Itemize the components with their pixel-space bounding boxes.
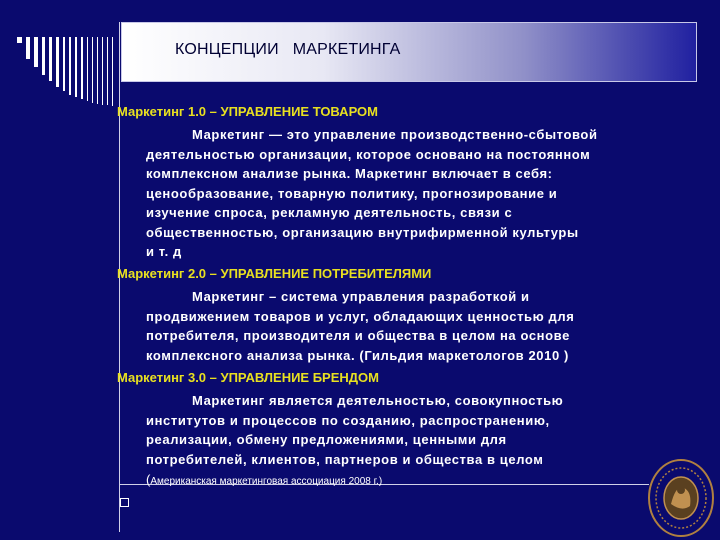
text-line: Маркетинг — это управление производственно-сбытовой bbox=[192, 127, 598, 142]
source-note-text: Американская маркетинговая ассоциация 2008 г.) bbox=[150, 476, 383, 487]
text-line: потребителей, клиентов, партнеров и общества в целом bbox=[146, 451, 544, 467]
text-line: ценообразование, товарную политику, прогнозирование и bbox=[146, 185, 558, 201]
section-text-3 bbox=[146, 391, 563, 469]
text-line: комплексного анализа рынка. (Гильдия маркетологов 2010 ) bbox=[146, 347, 569, 363]
slide-title: КОНЦЕПЦИИ МАРКЕТИНГА bbox=[175, 41, 401, 58]
source-note bbox=[146, 472, 382, 487]
text-line: продвижением товаров и услуг, обладающих ценностью для bbox=[146, 308, 575, 324]
text-line: изучение спроса, рекламную деятельность, связи с bbox=[146, 205, 513, 220]
section-text-1 bbox=[146, 125, 598, 262]
text-line: общественностью, организацию внутрифирменной культуры bbox=[146, 224, 579, 240]
source-open-paren: ( bbox=[146, 472, 151, 487]
text-line: Маркетинг является деятельностью, совокупностью bbox=[192, 393, 564, 408]
text-line: Маркетинг – система управления разработкой и bbox=[192, 289, 530, 304]
section-heading-3: Маркетинг 3.0 – УПРАВЛЕНИЕ БРЕНДОМ bbox=[117, 370, 379, 385]
text-line: потребителя, производителя и общества в целом на основе bbox=[146, 328, 570, 343]
decorative-bars bbox=[0, 0, 120, 110]
round-seal-logo-icon bbox=[646, 454, 716, 538]
section-text-2 bbox=[146, 287, 574, 365]
section-heading-2: Маркетинг 2.0 – УПРАВЛЕНИЕ ПОТРЕБИТЕЛЯМИ bbox=[117, 266, 432, 281]
text-line: деятельностью организации, которое основано на постоянном bbox=[146, 146, 591, 162]
text-line: и т. д bbox=[146, 244, 182, 259]
section-heading-1: Маркетинг 1.0 – УПРАВЛЕНИЕ ТОВАРОМ bbox=[117, 104, 379, 119]
square-bullet-icon bbox=[120, 498, 129, 507]
text-line: институтов и процессов по созданию, распространению, bbox=[146, 412, 550, 428]
text-line: комплексном анализе рынка. Маркетинг включает в себя: bbox=[146, 166, 553, 181]
text-line: реализации, обмену предложениями, ценными для bbox=[146, 432, 507, 447]
